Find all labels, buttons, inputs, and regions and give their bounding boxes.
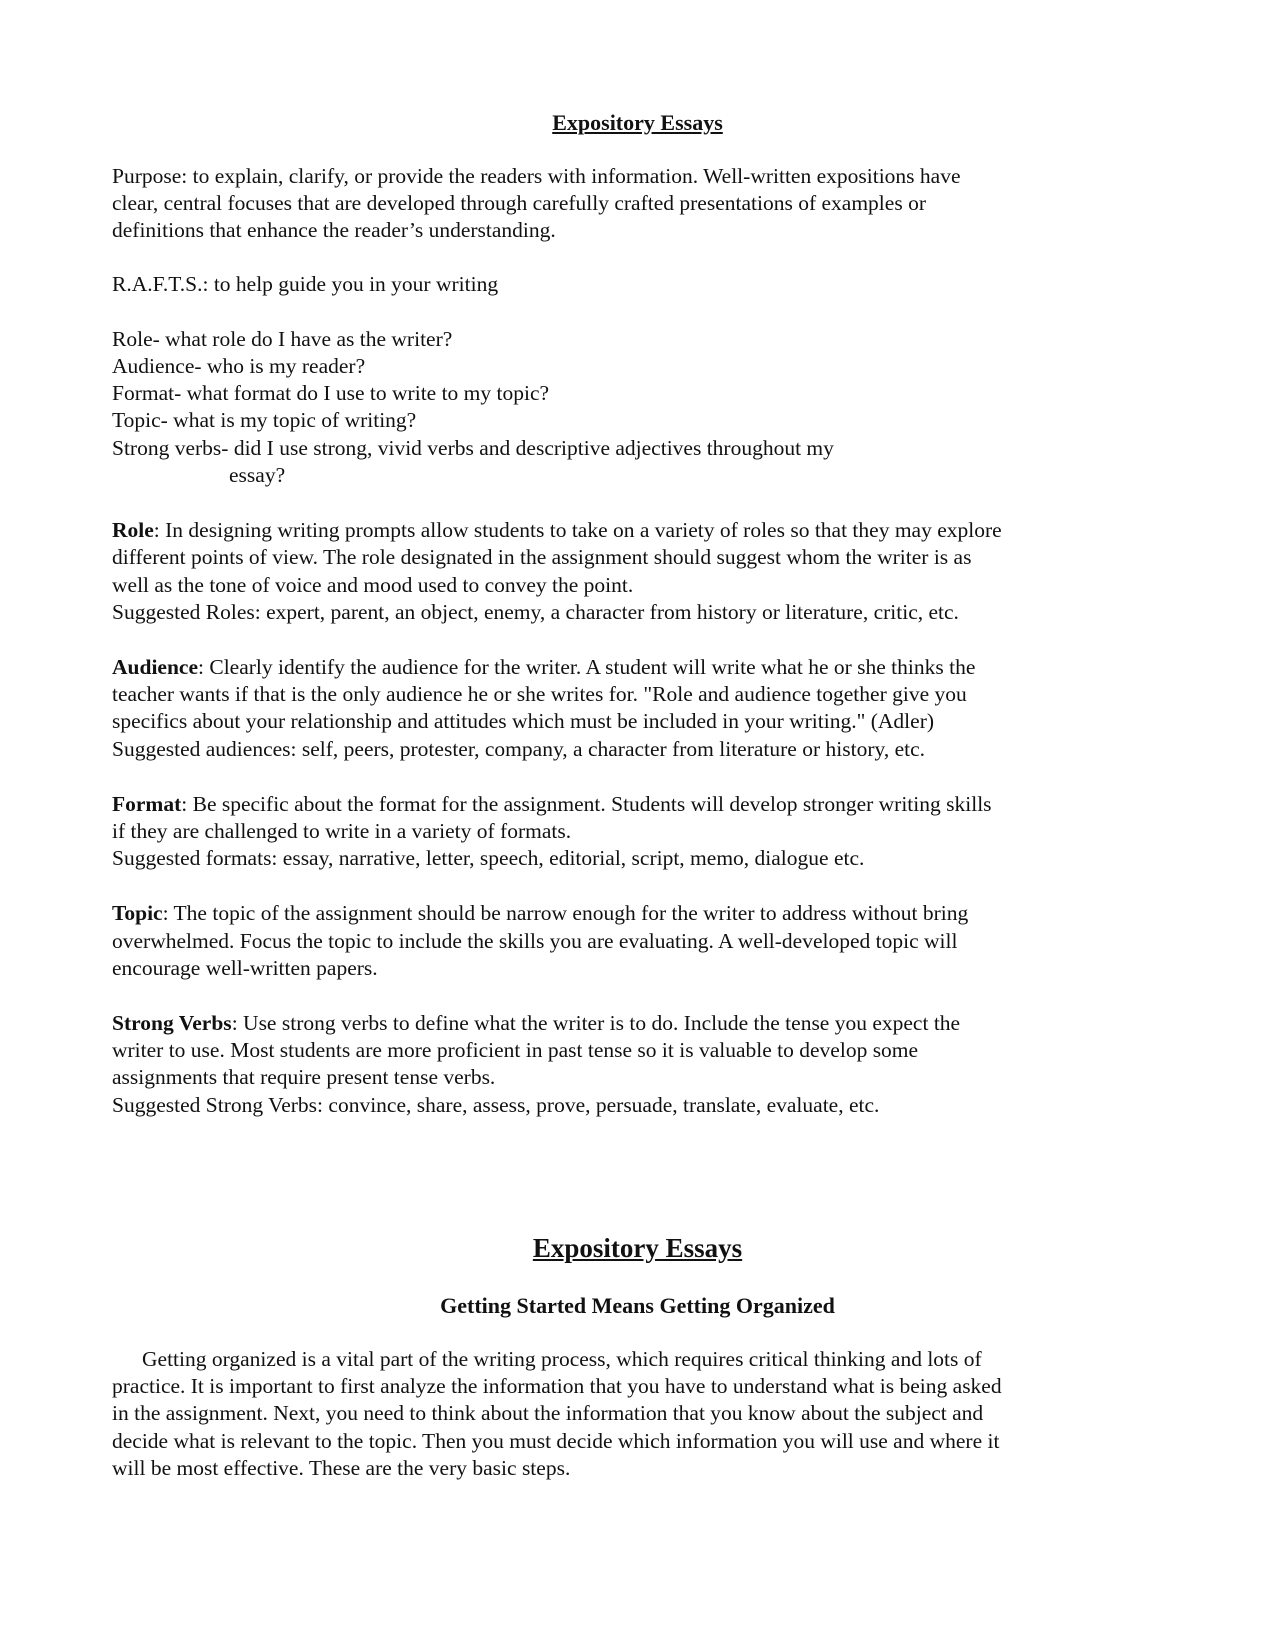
section-title: Expository Essays: [532, 1233, 743, 1263]
role-line-3: well as the tone of voice and mood used to convey the point.: [112, 573, 634, 597]
format-suggestions: Suggested formats: essay, narrative, letter, speech, editorial, script, memo, dialogue etc.: [112, 846, 865, 870]
closing-line-1: Getting organized is a vital part of the writing process, which requires critical thinking and lots of: [142, 1347, 982, 1371]
audience-suggestions: Suggested audiences: self, peers, protester, company, a character from literature or history, etc.: [112, 737, 926, 761]
rafts-item-audience: Audience- who is my reader?: [112, 354, 366, 378]
strong-verbs-line-1: [112, 1009, 1172, 1037]
strong-verbs-definition: : Use strong verbs to define what the writer is to do. Include the tense you expect the: [231, 1011, 961, 1035]
closing-line-3: in the assignment. Next, you need to think about the information that you know about the subject and: [112, 1401, 984, 1425]
audience-line-1: [112, 653, 1172, 681]
topic-definition: : The topic of the assignment should be narrow enough for the writer to address without bring: [162, 901, 969, 925]
page-title: Expository Essays: [552, 110, 723, 135]
strong-verbs-suggestions: Suggested Strong Verbs: convince, share, assess, prove, persuade, translate, evaluate, etc.: [112, 1093, 880, 1117]
strong-verbs-line-3: assignments that require present tense verbs.: [112, 1065, 496, 1089]
purpose-line-3: definitions that enhance the reader’s understanding.: [112, 218, 556, 242]
rafts-item-strong-verbs: Strong verbs- did I use strong, vivid verbs and descriptive adjectives throughout my: [112, 436, 834, 460]
topic-line-3: encourage well-written papers.: [112, 956, 378, 980]
strong-verbs-line-2: writer to use. Most students are more proficient in past tense so it is valuable to develop some: [112, 1038, 919, 1062]
audience-term: Audience: [112, 655, 198, 679]
rafts-item-strong-verbs-cont: essay?: [229, 463, 286, 487]
section-subtitle: Getting Started Means Getting Organized: [440, 1293, 835, 1318]
role-suggestions: Suggested Roles: expert, parent, an object, enemy, a character from history or literature, critic, etc.: [112, 600, 959, 624]
closing-line-2: practice. It is important to first analyze the information that you have to understand what is being asked: [112, 1374, 1002, 1398]
rafts-item-format: Format- what format do I use to write to my topic?: [112, 381, 550, 405]
format-line-1: [112, 790, 1172, 818]
role-term: Role: [112, 518, 154, 542]
purpose-line-1: Purpose: to explain, clarify, or provide the readers with information. Well-written expositions have: [112, 164, 961, 188]
role-line-2: different points of view. The role designated in the assignment should suggest whom the writer is as: [112, 545, 972, 569]
topic-line-2: overwhelmed. Focus the topic to include the skills you are evaluating. A well-developed topic will: [112, 929, 958, 953]
strong-verbs-term: Strong Verbs: [112, 1011, 232, 1035]
role-definition: : In designing writing prompts allow students to take on a variety of roles so that they may explore: [153, 518, 1002, 542]
rafts-item-role: Role- what role do I have as the writer?: [112, 327, 453, 351]
purpose-line-2: clear, central focuses that are developed through carefully crafted presentations of examples or: [112, 191, 926, 215]
audience-definition: : Clearly identify the audience for the writer. A student will write what he or she thinks the: [198, 655, 976, 679]
audience-line-2: teacher wants if that is the only audience he or she writes for. "Role and audience together give you: [112, 682, 967, 706]
closing-line-4: decide what is relevant to the topic. Then you must decide which information you will use and where it: [112, 1429, 1000, 1453]
role-line-1: [112, 516, 1172, 544]
rafts-intro: R.A.F.T.S.: to help guide you in your writing: [112, 272, 499, 296]
format-line-2: if they are challenged to write in a variety of formats.: [112, 819, 572, 843]
format-term: Format: [112, 792, 182, 816]
format-definition: : Be specific about the format for the assignment. Students will develop stronger writing skills: [181, 792, 992, 816]
rafts-item-topic: Topic- what is my topic of writing?: [112, 408, 417, 432]
topic-line-1: [112, 899, 1172, 927]
topic-term: Topic: [112, 901, 163, 925]
audience-line-3: specifics about your relationship and attitudes which must be included in your writing." (Adler): [112, 709, 935, 733]
closing-line-5: will be most effective. These are the very basic steps.: [112, 1456, 571, 1480]
